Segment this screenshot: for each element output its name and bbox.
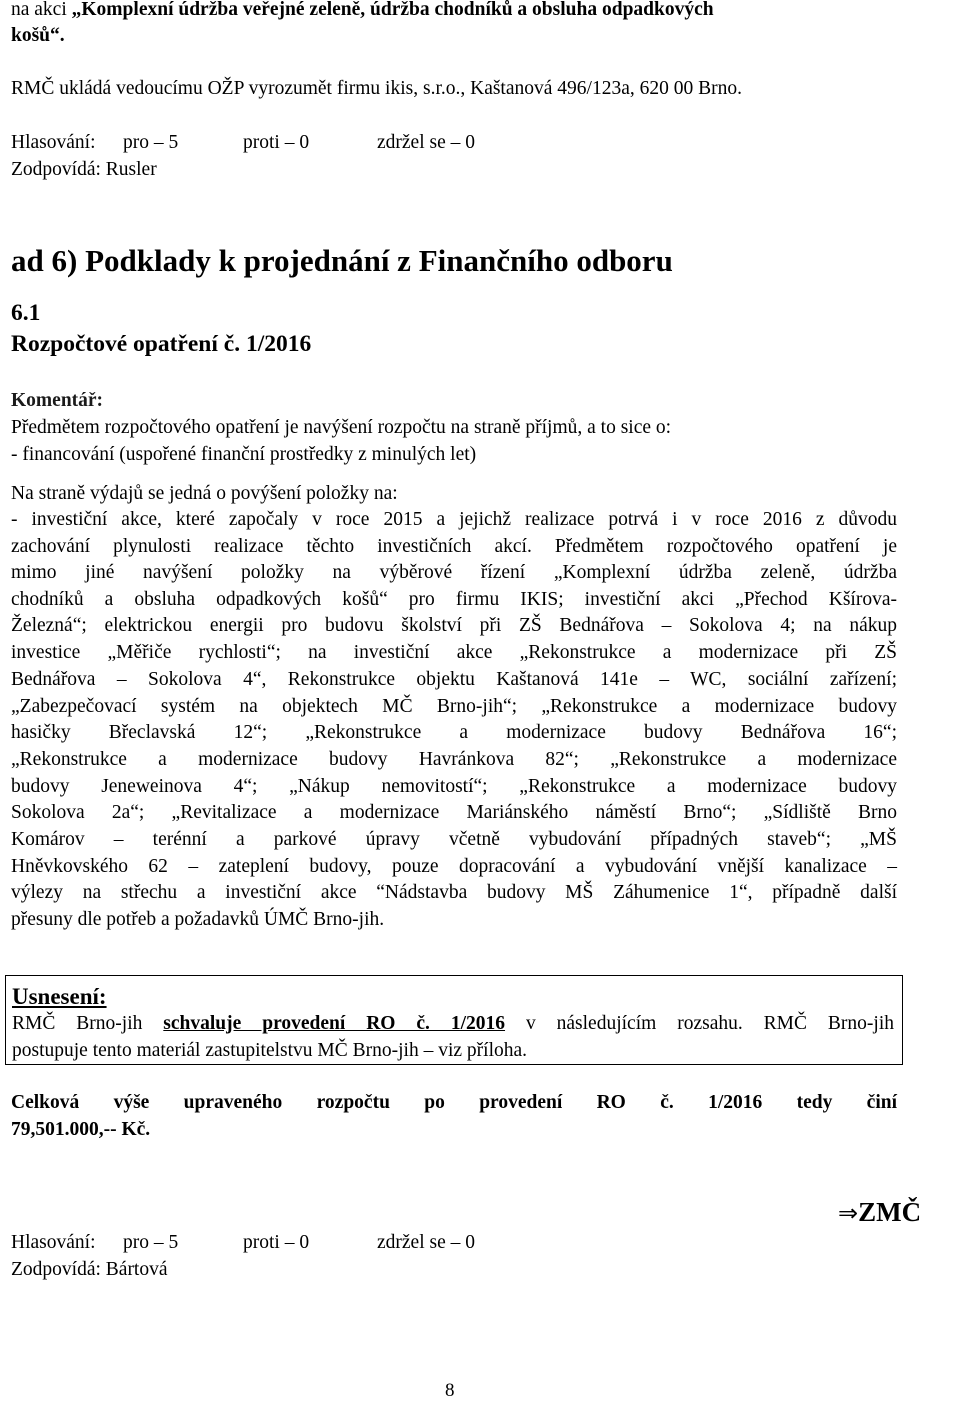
income-item: - financování (uspořené finanční prostředky z minulých let): [11, 444, 477, 465]
comment-line: „Zabezpečovací systém na objektech MČ Brno-jih“; „Rekonstrukce a modernizace budovy: [11, 696, 897, 717]
vote-pro: pro – 5: [123, 1232, 179, 1253]
comment-line: budovy Jeneweinova 4“; „Nákup nemovitostí“; „Rekonstrukce a modernizace budovy: [11, 776, 897, 797]
income-intro: Předmětem rozpočtového opatření je navýšení rozpočtu na straně příjmů, a to sice o:: [11, 417, 672, 438]
total-line-2: 79,501.000,-- Kč.: [11, 1119, 151, 1140]
comment-line: investice „Měřiče rychlosti“; na investiční akce „Rekonstrukce a modernizace při ZŠ: [11, 642, 897, 663]
prev-item-line-1: [11, 0, 714, 23]
total-line-1: Celková výše upraveného rozpočtu po provedení RO č. 1/2016 tedy činí: [11, 1092, 897, 1113]
resolution-label: Usnesení:: [12, 984, 107, 1009]
vote-proti: proti – 0: [243, 1232, 310, 1253]
vote-label: Hlasování:: [11, 1232, 96, 1253]
page-number: 8: [445, 1380, 455, 1401]
comment-line: hasičky Břeclavská 12“; „Rekonstrukce a modernizace budovy Bednářova 16“;: [11, 722, 897, 743]
resolution-box: [5, 975, 903, 1065]
comment-line: „Rekonstrukce a modernizace budovy Havránkova 82“; „Rekonstrukce a modernizace: [11, 749, 897, 770]
subsection-title: Rozpočtové opatření č. 1/2016: [11, 331, 312, 357]
comment-label: Komentář:: [11, 390, 104, 411]
comment-line: Sokolova 2a“; „Revitalizace a modernizace Mariánského náměstí Brno“; „Sídliště Brno: [11, 802, 897, 823]
forward-to-zmc: [838, 1197, 921, 1228]
comment-line: zachování plynulosti realizace těchto investičních akcí. Předmětem rozpočtového opatření je: [11, 536, 897, 557]
prev-item-prefix: na akci: [11, 0, 72, 20]
comment-line: Komárov – terénní a parkové úpravy včetně vybudování případných staveb“; „MŠ: [11, 829, 897, 850]
resolution-subject: RMČ Brno-jih: [12, 1013, 164, 1034]
resolution-scope: v následujícím rozsahu. RMČ Brno-jih: [505, 1013, 895, 1034]
prev-item-title: „Komplexní údržba veřejné zeleně, údržba chodníků a obsluha odpadkových: [71, 0, 714, 20]
comment-line: Hněvkovského 62 – zateplení budovy, pouze dopracování a vybudování vnější kanalizace –: [11, 856, 897, 877]
resolution-line-2: postupuje tento materiál zastupitelstvu MČ Brno-jih – viz příloha.: [12, 1040, 528, 1061]
comment-line: mimo jiné navýšení položky na výběrové řízení „Komplexní údržba zeleně, údržba: [11, 562, 897, 583]
prev-rmc-instruction: RMČ ukládá vedoucímu OŽP vyrozumět firmu ikis, s.r.o., Kaštanová 496/123a, 620 00 Brno.: [11, 78, 742, 99]
responsible-1: Zodpovídá: Rusler: [11, 159, 157, 180]
prev-item-title-cont: košů“.: [11, 25, 65, 46]
vote-pro: pro – 5: [123, 132, 179, 153]
vote-zdrzel: zdržel se – 0: [377, 132, 475, 153]
comment-line: - investiční akce, které započaly v roce 2015 a jejichž realizace potrvá i v roce 2016 z důvodu: [11, 509, 897, 530]
comment-line: Bednářova – Sokolova 4“, Rekonstrukce objektu Kaštanová 141e – WC, sociální zařízení;: [11, 669, 897, 690]
vote-zdrzel: zdržel se – 0: [377, 1232, 475, 1253]
comment-line: výlezy na střechu a investiční akce “Nádstavba budovy MŠ Záhumenice 1“, případně další: [11, 882, 897, 903]
comment-last-line: přesuny dle potřeb a požadavků ÚMČ Brno-jih.: [11, 909, 385, 930]
subsection-number: 6.1: [11, 300, 41, 326]
zmc-label: ZMČ: [858, 1197, 922, 1227]
section-heading: ad 6) Podklady k projednání z Finančního odboru: [11, 243, 673, 278]
vote-label: Hlasování:: [11, 132, 96, 153]
implies-arrow-icon: ⇒: [838, 1199, 859, 1227]
vote-proti: proti – 0: [243, 132, 310, 153]
expense-intro: Na straně výdajů se jedná o povýšení položky na:: [11, 483, 398, 504]
resolution-line-1: [12, 1011, 894, 1037]
responsible-2: Zodpovídá: Bártová: [11, 1259, 168, 1280]
comment-line: chodníků a obsluha odpadkových košů“ pro firmu IKIS; investiční akci „Přechod Kšírova-: [11, 589, 897, 610]
resolution-decision: schvaluje provedení RO č. 1/2016: [163, 1013, 506, 1034]
comment-line: Železná“; elektrickou energii pro budovu školství při ZŠ Bednářova – Sokolova 4; na nákup: [11, 615, 897, 636]
